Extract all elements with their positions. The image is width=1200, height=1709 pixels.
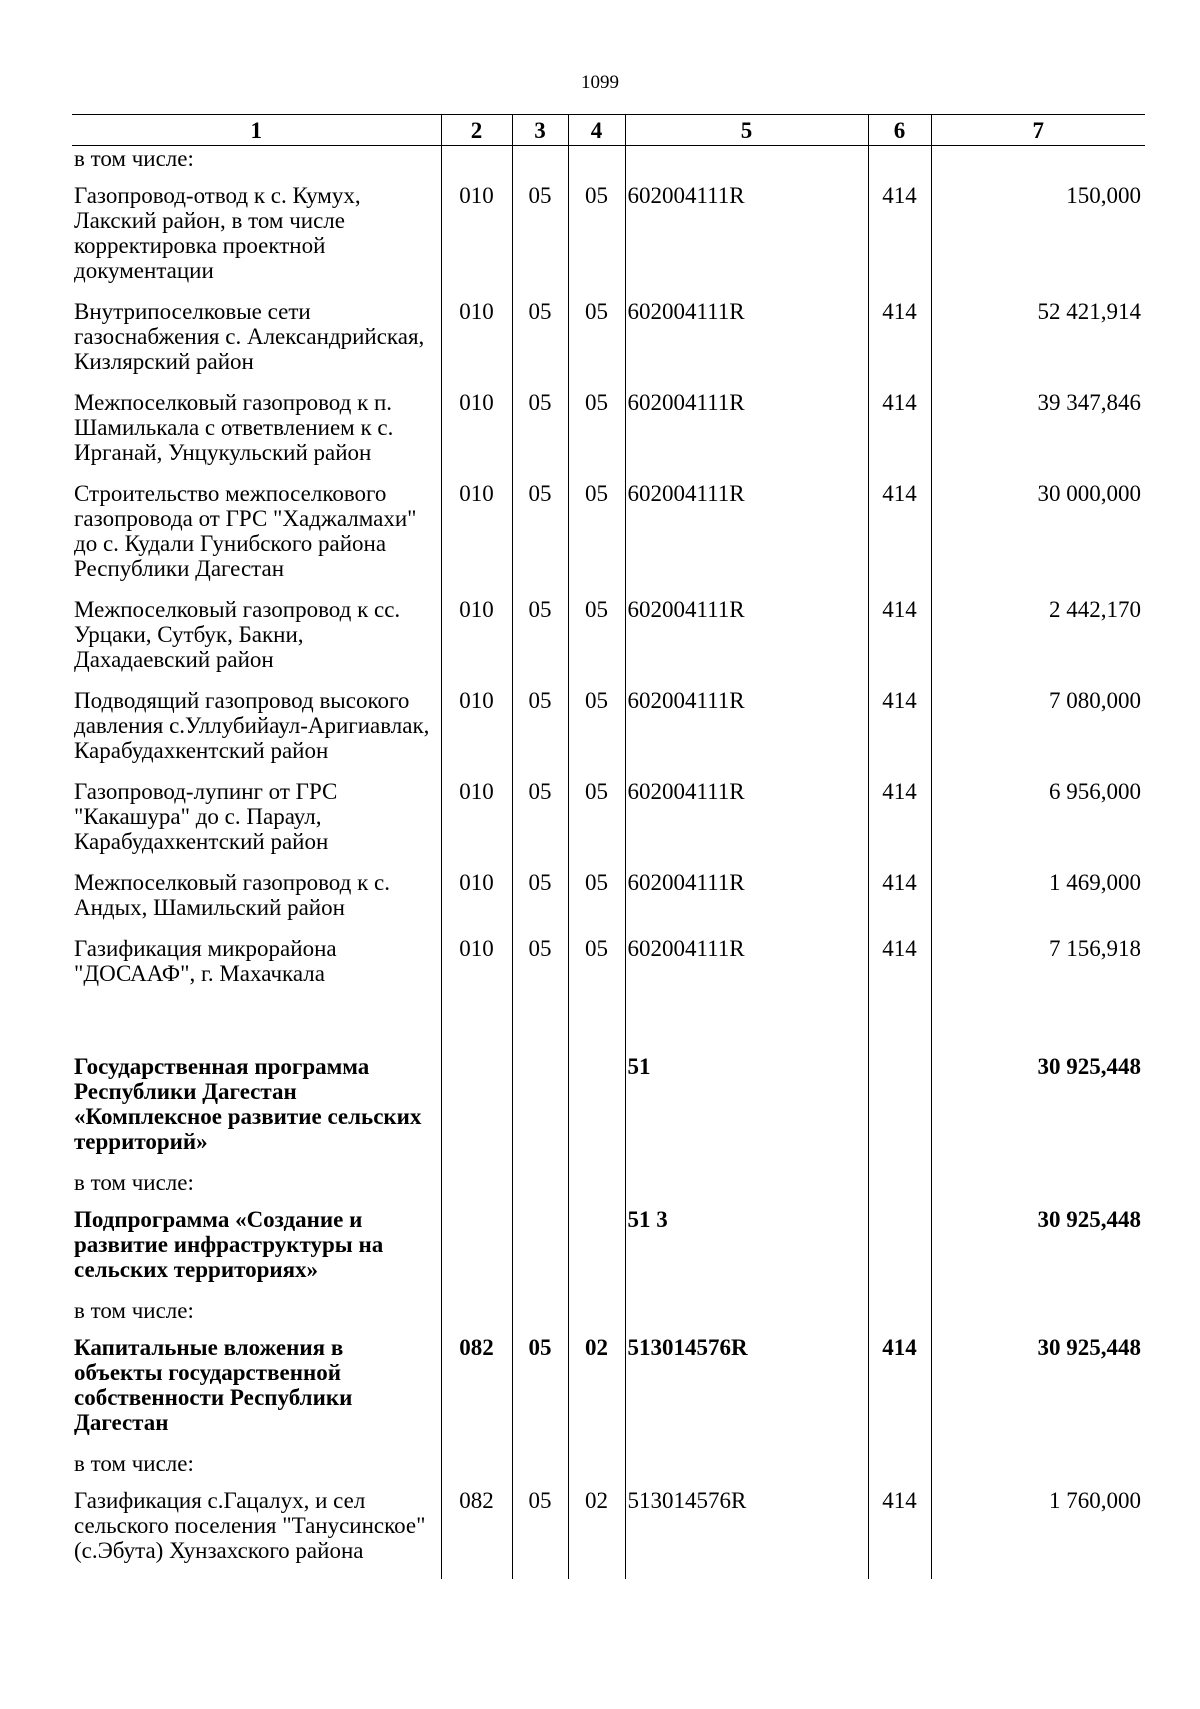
table-row-subprogram: [72, 1207, 1145, 1298]
column-header-6: 6: [868, 115, 931, 146]
cell-amount: 2 442,170: [931, 597, 1145, 688]
cell-code-2: 010: [441, 390, 512, 481]
cell-amount: 7 080,000: [931, 688, 1145, 779]
row-label: в том числе:: [74, 146, 194, 171]
cell-target-article: 602004111R: [625, 597, 868, 688]
cell-code-4: [568, 1002, 625, 1170]
row-label: в том числе:: [74, 1298, 194, 1323]
cell-amount: 30 925,448: [931, 1002, 1145, 1170]
column-header-2: 2: [441, 115, 512, 146]
row-label: Газификация микрорайона "ДОСААФ", г. Махачкала: [74, 936, 337, 986]
row-label: Межпоселковый газопровод к сс. Урцаки, Сутбук, Бакни, Дахадаевский район: [74, 597, 401, 672]
cell-code-3: [512, 1002, 568, 1170]
table-row: [72, 779, 1145, 870]
cell-target-article: 602004111R: [625, 481, 868, 597]
column-header-4: 4: [568, 115, 625, 146]
cell-code-3: 05: [512, 481, 568, 597]
cell-target-article: 513014576R: [625, 1488, 868, 1579]
cell-amount: 30 925,448: [931, 1335, 1145, 1451]
table-row: [72, 870, 1145, 936]
cell-code-3: [512, 1207, 568, 1298]
cell-amount: 1 760,000: [931, 1488, 1145, 1579]
cell-code-2: 010: [441, 481, 512, 597]
cell-expense-type: 414: [868, 597, 931, 688]
cell-code-3: 05: [512, 936, 568, 1002]
table-row: [72, 1451, 1145, 1488]
budget-table-container: [72, 114, 1145, 1579]
cell-code-2: 010: [441, 936, 512, 1002]
table-row: [72, 390, 1145, 481]
cell-code-4: 05: [568, 688, 625, 779]
cell-expense-type: 414: [868, 936, 931, 1002]
cell-amount: 39 347,846: [931, 390, 1145, 481]
cell-code-3: 05: [512, 299, 568, 390]
table-row: [72, 183, 1145, 299]
cell-code-3: 05: [512, 183, 568, 299]
row-label: Газификация с.Гацалух, и сел сельского поселения "Танусинское" (с.Эбута) Хунзахского района: [74, 1488, 426, 1563]
table-header-row: [72, 115, 1145, 146]
cell-expense-type: 414: [868, 1488, 931, 1579]
cell-code-4: 02: [568, 1488, 625, 1579]
row-label: в том числе:: [74, 1170, 194, 1195]
cell-expense-type: 414: [868, 183, 931, 299]
cell-expense-type: 414: [868, 1335, 931, 1451]
cell-target-article: 602004111R: [625, 870, 868, 936]
cell-amount: 30 000,000: [931, 481, 1145, 597]
cell-amount: 150,000: [931, 183, 1145, 299]
row-label: Государственная программа Республики Дагестан «Комплексное развитие сельских территорий»: [74, 1054, 422, 1154]
cell-code-4: 05: [568, 299, 625, 390]
cell-target-article: 602004111R: [625, 779, 868, 870]
cell-target-article: 602004111R: [625, 936, 868, 1002]
table-row: [72, 597, 1145, 688]
cell-code-3: 05: [512, 597, 568, 688]
cell-code-4: 05: [568, 779, 625, 870]
cell-code-3: 05: [512, 1488, 568, 1579]
cell-code-4: 05: [568, 183, 625, 299]
cell-amount: 6 956,000: [931, 779, 1145, 870]
table-row: [72, 1488, 1145, 1579]
row-label: Строительство межпоселкового газопровода от ГРС "Хаджалмахи" до с. Кудали Гунибского района Республики Дагестан: [74, 481, 417, 581]
cell-code-3: 05: [512, 870, 568, 936]
cell-code-2: 010: [441, 597, 512, 688]
cell-code-2: 010: [441, 299, 512, 390]
table-body: [72, 146, 1145, 1580]
table-row: [72, 299, 1145, 390]
row-label: Подпрограмма «Создание и развитие инфраструктуры на сельских территориях»: [74, 1207, 384, 1282]
cell-expense-type: [868, 1207, 931, 1298]
cell-target-article: 602004111R: [625, 688, 868, 779]
cell-target-article: 51: [625, 1002, 868, 1170]
cell-amount: 7 156,918: [931, 936, 1145, 1002]
table-row-capital: [72, 1335, 1145, 1451]
page-number: 1099: [581, 72, 619, 93]
cell-expense-type: 414: [868, 390, 931, 481]
row-label: Газопровод-отвод к с. Кумух, Лакский район, в том числе корректировка проектной документации: [74, 183, 361, 283]
row-label: Капитальные вложения в объекты государственной собственности Республики Дагестан: [74, 1335, 353, 1435]
cell-code-3: 05: [512, 779, 568, 870]
cell-expense-type: 414: [868, 870, 931, 936]
cell-code-3: 05: [512, 1335, 568, 1451]
cell-code-2: 010: [441, 688, 512, 779]
cell-amount: 30 925,448: [931, 1207, 1145, 1298]
cell-code-2: [441, 1002, 512, 1170]
table-row-program: [72, 1002, 1145, 1170]
column-header-7: 7: [931, 115, 1145, 146]
cell-code-2: 010: [441, 183, 512, 299]
cell-target-article: 51 3: [625, 1207, 868, 1298]
cell-code-4: 05: [568, 597, 625, 688]
cell-amount: 1 469,000: [931, 870, 1145, 936]
cell-code-2: 010: [441, 870, 512, 936]
table-row: [72, 936, 1145, 1002]
cell-expense-type: 414: [868, 779, 931, 870]
column-header-1: 1: [72, 115, 441, 146]
cell-code-2: 082: [441, 1335, 512, 1451]
table-row: [72, 481, 1145, 597]
cell-expense-type: 414: [868, 299, 931, 390]
row-label: Межпоселковый газопровод к с. Андых, Шамильский район: [74, 870, 390, 920]
cell-code-2: [441, 1207, 512, 1298]
table-row: [72, 688, 1145, 779]
column-header-3: 3: [512, 115, 568, 146]
cell-expense-type: [868, 1002, 931, 1170]
cell-expense-type: 414: [868, 688, 931, 779]
table-row: [72, 146, 1145, 184]
cell-code-4: 05: [568, 936, 625, 1002]
cell-code-4: 05: [568, 390, 625, 481]
column-header-5: 5: [625, 115, 868, 146]
cell-target-article: 602004111R: [625, 299, 868, 390]
cell-code-3: 05: [512, 688, 568, 779]
cell-code-3: 05: [512, 390, 568, 481]
cell-code-4: [568, 1207, 625, 1298]
cell-target-article: 602004111R: [625, 390, 868, 481]
cell-amount: 52 421,914: [931, 299, 1145, 390]
row-label: Межпоселковый газопровод к п. Шамилькала с ответвлением к с. Ирганай, Унцукульский район: [74, 390, 394, 465]
cell-target-article: 602004111R: [625, 183, 868, 299]
row-label: в том числе:: [74, 1451, 194, 1476]
cell-code-4: 02: [568, 1335, 625, 1451]
cell-code-4: 05: [568, 481, 625, 597]
row-label: Подводящий газопровод высокого давления с.Уллубийаул-Аригиавлак, Карабудахкентский район: [74, 688, 430, 763]
row-label: Внутрипоселковые сети газоснабжения с. Александрийская, Кизлярский район: [74, 299, 425, 374]
budget-table: [72, 114, 1145, 1579]
cell-expense-type: 414: [868, 481, 931, 597]
table-row: [72, 1298, 1145, 1335]
cell-target-article: 513014576R: [625, 1335, 868, 1451]
row-label: Газопровод-лупинг от ГРС "Какашура" до с. Параул, Карабудахкентский район: [74, 779, 338, 854]
cell-code-2: 082: [441, 1488, 512, 1579]
cell-code-2: 010: [441, 779, 512, 870]
table-row: [72, 1170, 1145, 1207]
cell-code-4: 05: [568, 870, 625, 936]
